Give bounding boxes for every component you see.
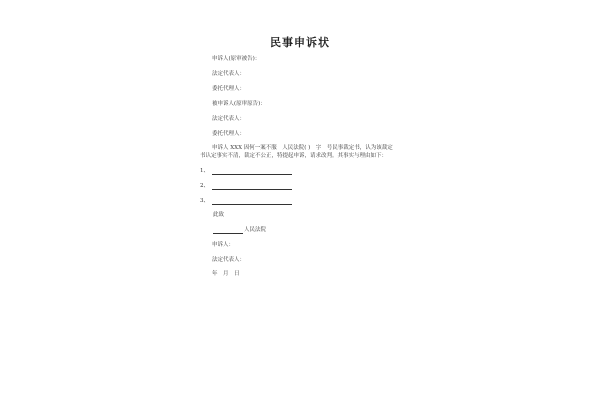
closing-line: 此致 [213,212,225,218]
appellant-agent-line: 委托代理人： [212,86,246,92]
respondent-legal-rep-line: 法定代表人： [212,116,246,122]
facts-paragraph: 申诉人 XXX 因何一案不服 人民法院( ) 字 号民事裁定书，认为该裁定书认定事实不清，裁定不公正，特提起申诉，请求改判。其事实与理由如下： [200,145,393,159]
blank-line [212,169,292,175]
court-line [213,227,266,234]
signature-appellant-line: 申诉人： [212,242,235,248]
respondent-agent-line: 委托代理人： [212,131,246,137]
blank-line [212,184,292,190]
document-title: 民事申诉状 [270,36,330,49]
respondent-line: 被申诉人(原审原告)： [212,101,266,107]
list-item-number: 1、 [200,168,209,174]
list-item [200,168,292,175]
court-suffix: 人民法院 [244,227,267,233]
date-line: 年 月 日 [212,271,240,277]
signature-legal-rep-line: 法定代表人： [212,257,246,263]
list-item [200,183,292,190]
court-name-blank [213,228,243,234]
list-item-number: 2、 [200,183,209,189]
list-item-number: 3、 [200,198,209,204]
appellant-line: 申诉人(原审被告)： [212,56,261,62]
list-item [200,198,292,205]
blank-line [212,199,292,205]
appellant-legal-rep-line: 法定代表人： [212,71,246,77]
